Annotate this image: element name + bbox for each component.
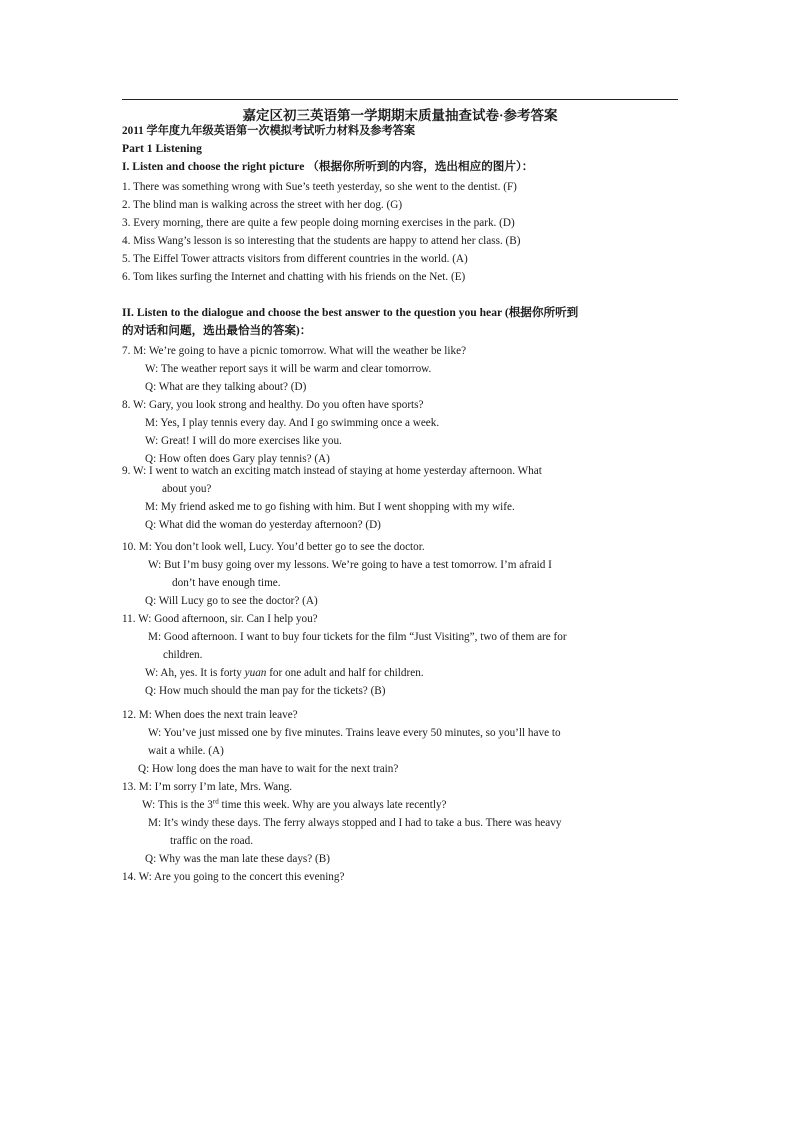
dialogue-question: Q: How long does the man have to wait for the next train? [138,763,399,775]
section-2-heading-cont: 的对话和问题，选出最恰当的答案)： [122,324,312,337]
dialogue-question: Q: Why was the man late these days? (B) [145,853,330,865]
list-item: 6. Tom likes surfing the Internet and chatting with his friends on the Net. (E) [122,271,466,283]
dialogue-text: time this week. Why are you always late recently? [218,799,447,811]
dialogue-text: for one adult and half for children. [266,667,424,679]
top-rule [122,99,678,100]
document-title: 嘉定区初三英语第一学期期末质量抽查试卷·参考答案 [242,108,558,123]
ordinal-superscript: rd [212,797,219,806]
dialogue-line: 12. M: When does the next train leave? [122,709,298,721]
list-item: 5. The Eiffel Tower attracts visitors from different countries in the world. (A) [122,253,468,265]
dialogue-line: about you? [162,483,212,495]
list-item: 2. The blind man is walking across the street with her dog. (G) [122,199,403,211]
dialogue-line [142,798,447,812]
document-subtitle: 2011 学年度九年级英语第一次模拟考试听力材料及参考答案 [122,125,416,137]
dialogue-line: W: The weather report says it will be warm and clear tomorrow. [145,363,432,375]
dialogue-line: children. [163,649,203,661]
list-item: 4. Miss Wang’s lesson is so interesting that the students are happy to attend her class. (B) [122,235,521,247]
dialogue-line: 13. M: I’m sorry I’m late, Mrs. Wang. [122,781,293,793]
dialogue-line: 14. W: Are you going to the concert this evening? [122,871,345,883]
section-2-heading: II. Listen to the dialogue and choose the best answer to the question you hear (根据你所听到 [122,306,579,319]
dialogue-text-italic: yuan [244,667,267,679]
dialogue-text: W: Ah, yes. It is forty [145,667,245,679]
dialogue-line: wait a while. (A) [148,745,224,757]
dialogue-question: Q: What did the woman do yesterday afternoon? (D) [145,519,381,531]
dialogue-line: 11. W: Good afternoon, sir. Can I help you? [122,613,318,625]
dialogue-line: M: Good afternoon. I want to buy four tickets for the film “Just Visiting”, two of them are for [148,631,567,643]
dialogue-line [145,666,424,680]
list-item: 3. Every morning, there are quite a few people doing morning exercises in the park. (D) [122,217,515,229]
dialogue-line: don’t have enough time. [172,577,281,589]
dialogue-question: Q: How often does Gary play tennis? (A) [145,453,330,465]
dialogue-line: M: My friend asked me to go fishing with him. But I went shopping with my wife. [145,501,515,513]
dialogue-line: 10. M: You don’t look well, Lucy. You’d better go to see the doctor. [122,541,425,553]
list-item: 1. There was something wrong with Sue’s teeth yesterday, so she went to the dentist. (F) [122,181,517,193]
dialogue-line: 9. W: I went to watch an exciting match instead of staying at home yesterday afternoon. What [122,465,542,477]
dialogue-question: Q: Will Lucy go to see the doctor? (A) [145,595,318,607]
dialogue-line: W: You’ve just missed one by five minutes. Trains leave every 50 minutes, so you’ll have to [148,727,561,739]
dialogue-question: Q: How much should the man pay for the tickets? (B) [145,685,386,697]
dialogue-line: 8. W: Gary, you look strong and healthy. Do you often have sports? [122,399,424,411]
dialogue-line: M: Yes, I play tennis every day. And I go swimming once a week. [145,417,440,429]
section-1-heading: I. Listen and choose the right picture （根据你所听到的内容，选出相应的图片）： [122,160,534,173]
dialogue-text: W: This is the 3 [142,799,213,811]
part-heading: Part 1 Listening [122,142,202,155]
dialogue-line: traffic on the road. [170,835,254,847]
dialogue-line: W: But I’m busy going over my lessons. We’re going to have a test tomorrow. I’m afraid I [148,559,552,571]
dialogue-line: M: It’s windy these days. The ferry always stopped and I had to take a bus. There was heavy [148,817,562,829]
dialogue-question: Q: What are they talking about? (D) [145,381,307,393]
dialogue-line: 7. M: We’re going to have a picnic tomorrow. What will the weather be like? [122,345,467,357]
dialogue-line: W: Great! I will do more exercises like you. [145,435,342,447]
